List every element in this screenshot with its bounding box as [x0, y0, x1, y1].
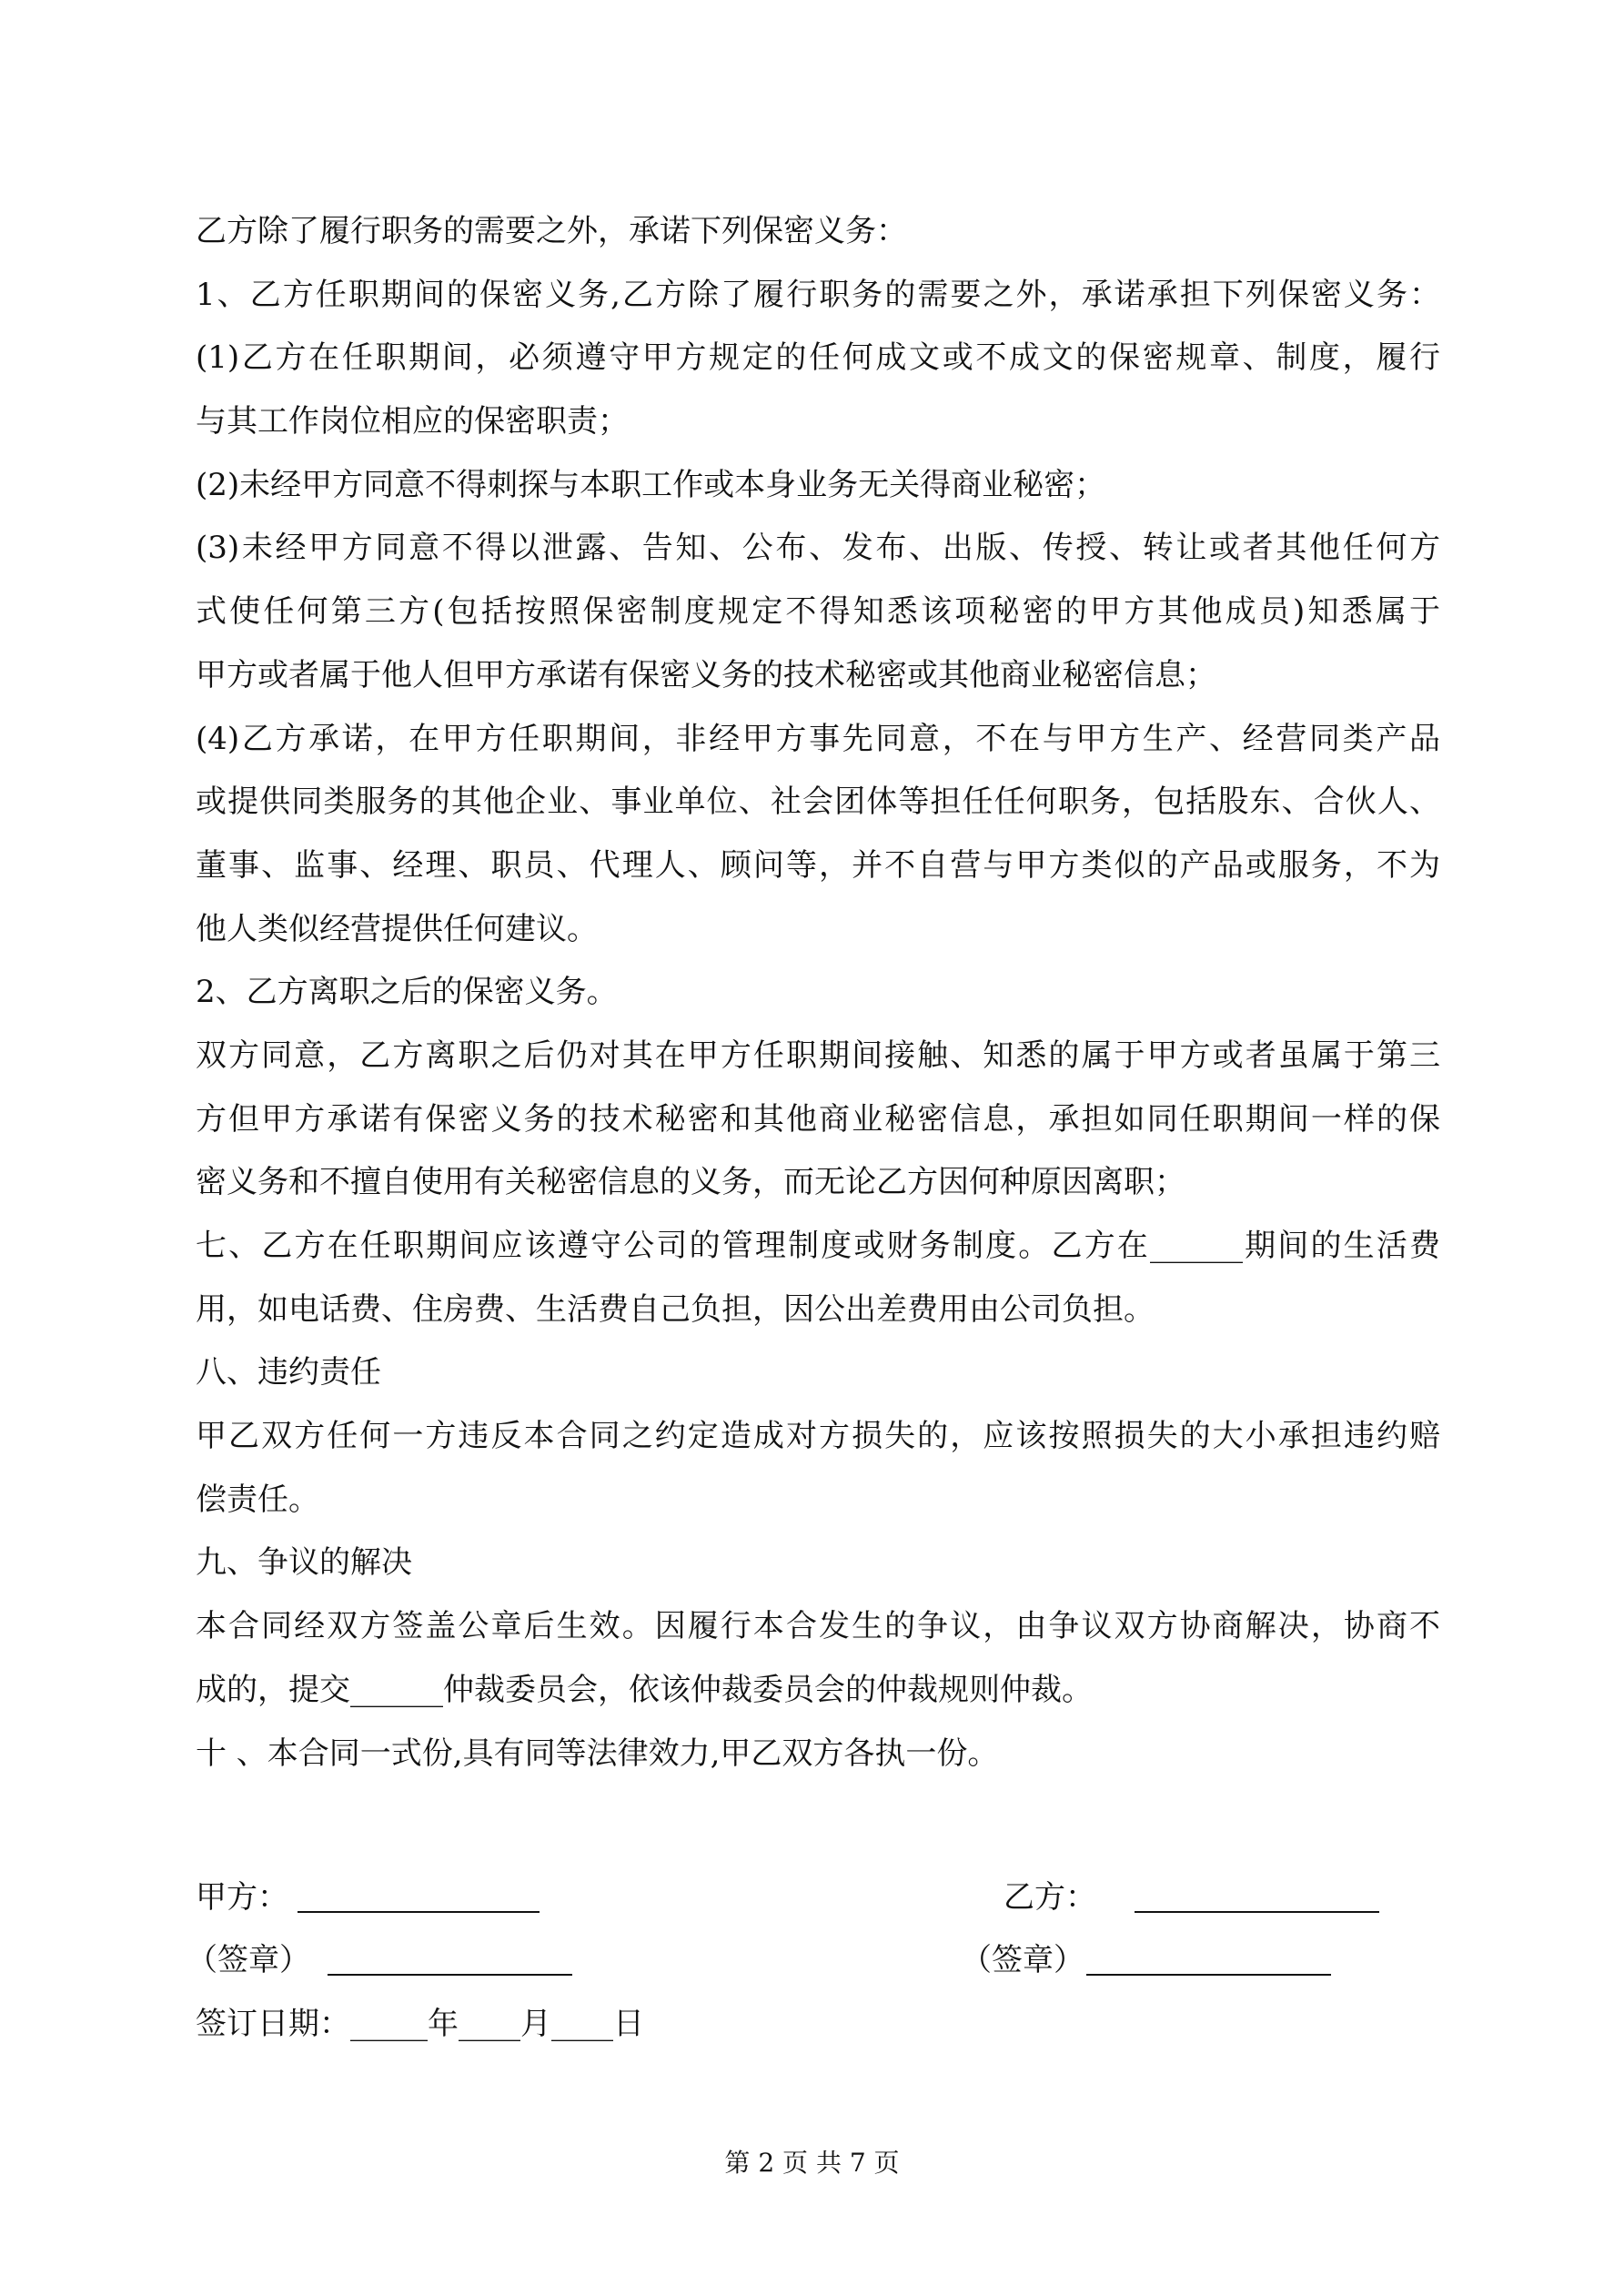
paragraph-line: 本合同经双方签盖公章后生效。因履行本合发生的争议，由争议双方协商解决，协商不: [196, 1608, 1440, 1645]
paragraph-line: 七、乙方在任职期间应该遵守公司的管理制度或财务制度。乙方在______期间的生活费: [196, 1228, 1440, 1264]
paragraph-line: 九、争议的解决: [196, 1544, 412, 1582]
party-b-seal-line: [1086, 1974, 1331, 1976]
signing-date: 签订日期：_____年____月____日: [196, 2006, 644, 2042]
paragraph-line: 偿责任。: [196, 1481, 319, 1518]
party-a-label: 甲方：: [196, 1879, 288, 1916]
page-number: 第 2 页 共 7 页: [724, 2148, 900, 2178]
party-a-seal-label: （签章）: [187, 1942, 310, 1978]
party-a-signature-line: [298, 1911, 540, 1913]
paragraph-line: 式使任何第三方(包括按照保密制度规定不得知悉该项秘密的甲方其他成员)知悉属于: [196, 593, 1440, 631]
paragraph-line: (1)乙方在任职期间，必须遵守甲方规定的任何成文或不成文的保密规章、制度，履行: [196, 339, 1440, 377]
paragraph-line: 或提供同类服务的其他企业、事业单位、社会团体等担任任何职务，包括股东、合伙人、: [196, 784, 1440, 821]
paragraph-line: 乙方除了履行职务的需要之外，承诺下列保密义务：: [196, 213, 907, 249]
paragraph-line: 成的，提交______仲裁委员会，依该仲裁委员会的仲裁规则仲裁。: [196, 1671, 1093, 1708]
paragraph-line: (3)未经甲方同意不得以泄露、告知、公布、发布、出版、传授、转让或者其他任何方: [196, 530, 1440, 567]
paragraph-line: 十 、本合同一式份,具有同等法律效力,甲乙双方各执一份。: [196, 1735, 999, 1772]
paragraph-line: 董事、监事、经理、职员、代理人、顾问等，并不自营与甲方类似的产品或服务，不为: [196, 846, 1440, 884]
paragraph-line: 用，如电话费、住房费、生活费自己负担，因公出差费用由公司负担。: [196, 1290, 1155, 1328]
paragraph-line: 方但甲方承诺有保密义务的技术秘密和其他商业秘密信息，承担如同任职期间一样的保: [196, 1100, 1440, 1138]
party-a-seal-line: [328, 1974, 572, 1976]
party-b-seal-label: （签章）: [961, 1942, 1084, 1978]
paragraph-line: 他人类似经营提供任何建议。: [196, 910, 598, 947]
paragraph-line: 密义务和不擅自使用有关秘密信息的义务，而无论乙方因何种原因离职；: [196, 1164, 1185, 1201]
party-b-label: 乙方：: [1004, 1879, 1096, 1916]
paragraph-line: 与其工作岗位相应的保密职责；: [196, 403, 629, 440]
paragraph-line: (2)未经甲方同意不得刺探与本职工作或本身业务无关得商业秘密；: [196, 466, 1106, 503]
paragraph-line: 1、乙方任职期间的保密义务,乙方除了履行职务的需要之外，承诺承担下列保密义务：: [196, 276, 1440, 313]
party-b-signature-line: [1135, 1911, 1379, 1913]
paragraph-line: 双方同意，乙方离职之后仍对其在甲方任职期间接触、知悉的属于甲方或者虽属于第三: [196, 1037, 1440, 1074]
paragraph-line: 2、乙方离职之后的保密义务。: [196, 974, 618, 1011]
paragraph-line: 甲方或者属于他人但甲方承诺有保密义务的技术秘密或其他商业秘密信息；: [196, 656, 1216, 693]
paragraph-line: (4)乙方承诺，在甲方任职期间，非经甲方事先同意，不在与甲方生产、经营同类产品: [196, 720, 1440, 757]
contract-body: [196, 200, 1440, 1785]
paragraph-line: 八、违约责任: [196, 1354, 381, 1391]
paragraph-line: 甲乙双方任何一方违反本合同之约定造成对方损失的，应该按照损失的大小承担违约赔: [196, 1418, 1440, 1455]
